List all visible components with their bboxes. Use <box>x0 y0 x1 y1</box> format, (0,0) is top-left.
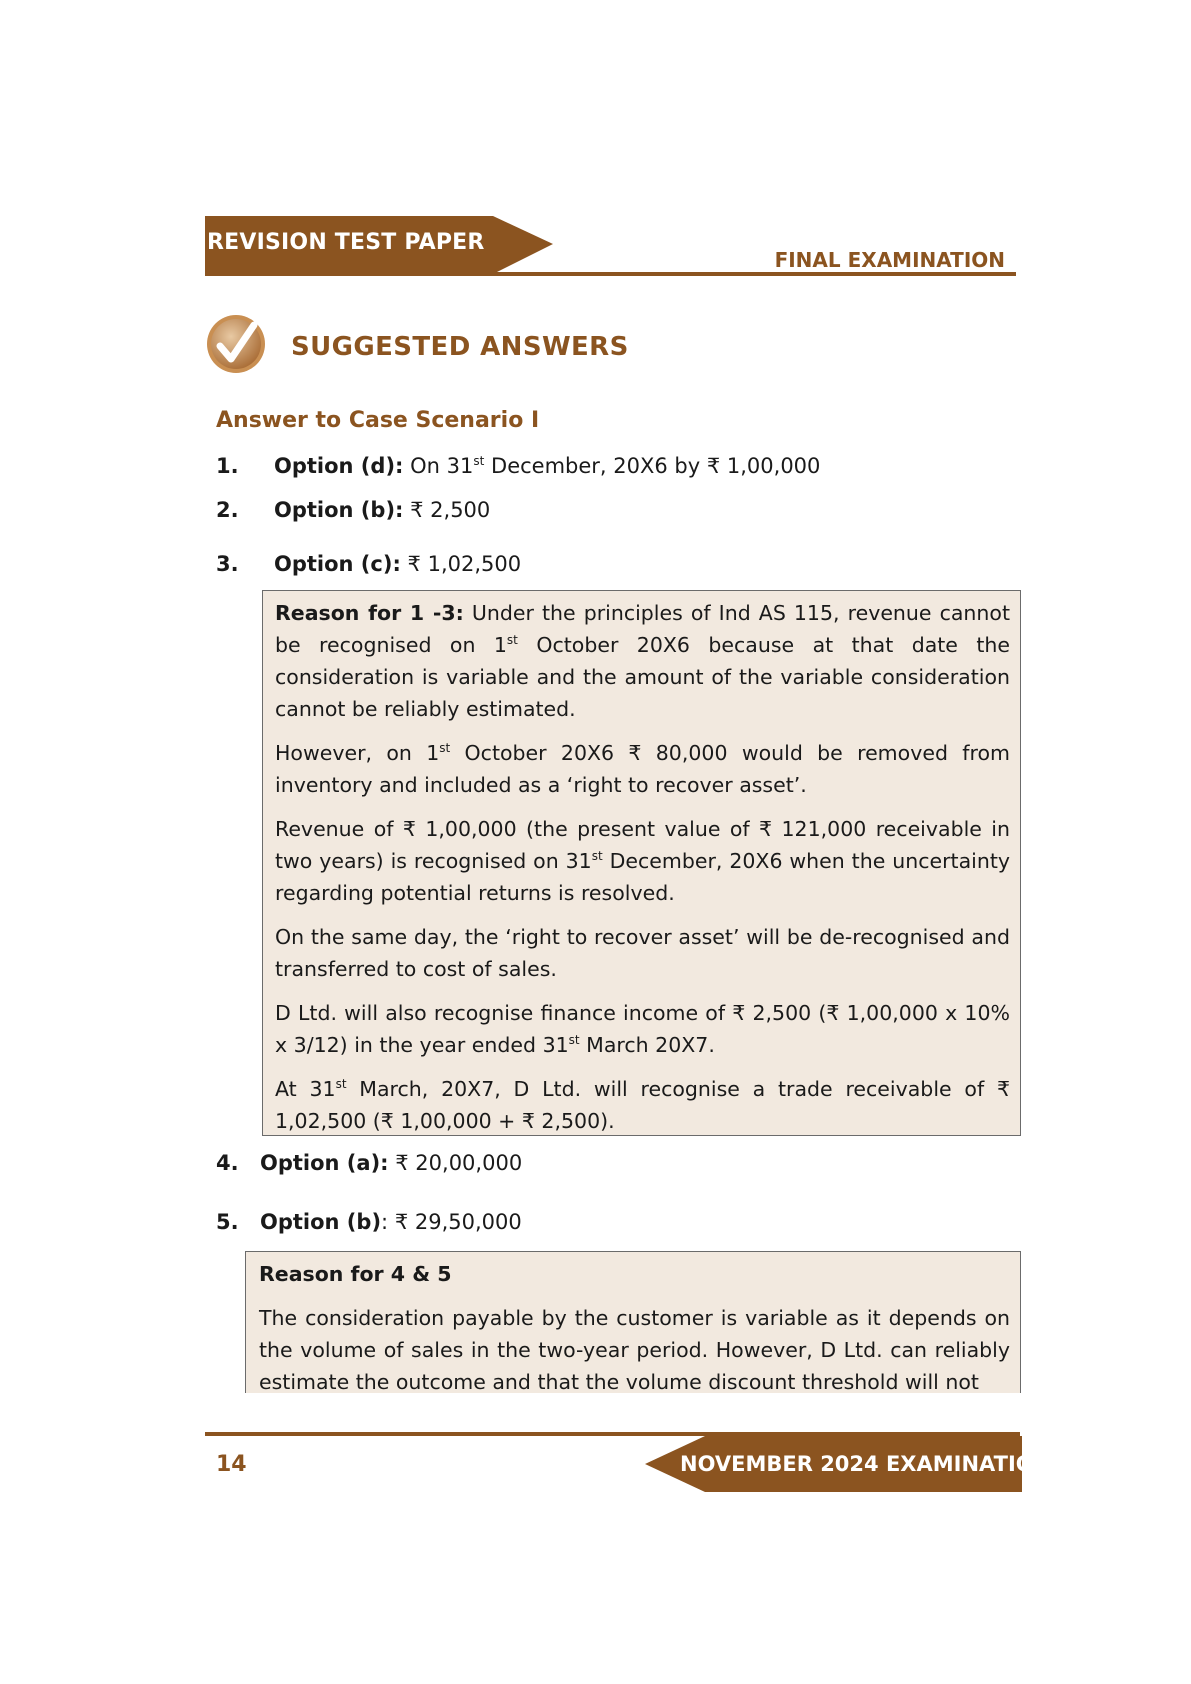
option-label: Option (b): <box>274 498 404 522</box>
reason-label: Reason for 1 -3: <box>275 601 464 625</box>
question-3 <box>216 550 816 578</box>
answer-text: ₹ 2,500 <box>410 498 491 522</box>
question-4 <box>216 1149 816 1177</box>
question-5: 5. Option (b): ₹ 29,50,000 <box>216 1210 522 1234</box>
header-rule <box>205 272 1016 276</box>
header-exam-label: FINAL EXAMINATION <box>774 248 1005 272</box>
option-label: Option (c): <box>274 552 401 576</box>
reason-box-1-3 <box>262 590 1021 1136</box>
reason-paragraph: The consideration payable by the customer is variable as it depends on the volume of sales in the two-year period. However, D Ltd. can reliably estimate the outcome and that the volume discount threshold will not <box>259 1306 1010 1393</box>
question-1 <box>216 452 821 480</box>
header-banner-text: REVISION TEST PAPER <box>207 230 485 255</box>
answer-text: On 31st December, 20X6 by ₹ 1,00,000 <box>410 454 821 478</box>
question-number: 4. <box>216 1151 239 1175</box>
option-label: Option (b) <box>260 1210 382 1234</box>
reason-paragraph: D Ltd. will also recognise finance income of ₹ 2,500 (₹ 1,00,000 x 10% x 3/12) in the year ended 31st March 20X7. <box>275 1001 1010 1057</box>
section-heading: Answer to Case Scenario I <box>216 408 540 433</box>
reason-paragraph: Revenue of ₹ 1,00,000 (the present value of ₹ 121,000 receivable in two years) is recognised on 31st December, 20X6 when the uncertainty regarding potential returns is resolved. <box>275 817 1010 905</box>
reason-paragraph: On the same day, the ‘right to recover asset’ will be de-recognised and transferred to cost of sales. <box>275 925 1010 981</box>
check-mark-icon <box>205 313 267 375</box>
page-number: 14 <box>216 1452 247 1477</box>
page-title: SUGGESTED ANSWERS <box>291 332 629 362</box>
option-label: Option (a): <box>260 1151 389 1175</box>
reason-paragraph: Reason for 1 -3: Under the principles of Ind AS 115, revenue cannot be recognised on 1st October 20X6 because at that date the consideration is variable and the amount of the variable consideration cannot be reliably estimated. <box>275 601 1010 721</box>
question-number: 5. <box>216 1210 239 1234</box>
option-label: Option (d): <box>274 454 404 478</box>
question-number: 3. <box>216 552 239 576</box>
question-number: 1. <box>216 454 239 478</box>
answer-text: ₹ 1,02,500 <box>407 552 522 576</box>
answer-text: ₹ 29,50,000 <box>394 1210 522 1234</box>
question-2 <box>216 496 816 524</box>
footer-exam-label: NOVEMBER 2024 EXAMINATION <box>680 1452 1052 1476</box>
reason-heading: Reason for 4 & 5 <box>259 1262 452 1286</box>
answer-text: ₹ 20,00,000 <box>395 1151 523 1175</box>
reason-paragraph: At 31st March, 20X7, D Ltd. will recognise a trade receivable of ₹ 1,02,500 (₹ 1,00,000 + ₹ 2,500). <box>275 1077 1010 1133</box>
question-number: 2. <box>216 498 239 522</box>
reason-paragraph: However, on 1st October 20X6 ₹ 80,000 would be removed from inventory and included as a ‘right to recover asset’. <box>275 741 1010 797</box>
reason-box-4-5 <box>245 1251 1021 1393</box>
